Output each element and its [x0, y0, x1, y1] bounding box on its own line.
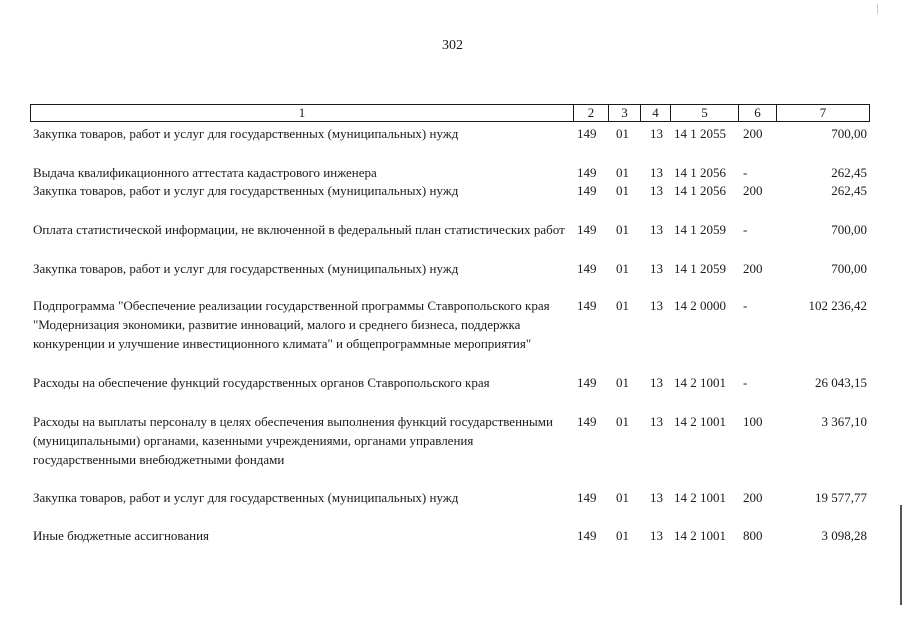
row-col-4: 13 [650, 490, 663, 505]
row-name: Закупка товаров, работ и услуг для государственных (муниципальных) нужд [33, 183, 459, 198]
header-col-7: 7 [819, 105, 827, 120]
row-col-6: 200 [743, 183, 763, 198]
row-col-3: 01 [616, 414, 629, 429]
row-col-5: 14 1 2056 [674, 183, 726, 198]
row-col-2: 149 [577, 165, 597, 180]
row-col-3: 01 [616, 183, 629, 198]
row-amount: 26 043,15 [815, 375, 867, 390]
header-col-2: 2 [574, 105, 609, 121]
row-col-4: 13 [650, 414, 663, 429]
row-col-3: 01 [616, 222, 629, 237]
header-col-6: 6 [739, 105, 777, 121]
row-amount: 262,45 [831, 165, 867, 180]
row-name: Закупка товаров, работ и услуг для государственных (муниципальных) нужд [33, 261, 459, 276]
row-col-5: 14 1 2059 [674, 261, 726, 276]
row-col-4: 13 [650, 298, 663, 313]
row-col-5: 14 1 2055 [674, 126, 726, 141]
row-name: Расходы на выплаты персоналу в целях обеспечения выполнения функций государственными (муниципальными) органами, казенными учреждениями, органами управления государственными внебюджетными фондами [33, 414, 553, 467]
row-col-4: 13 [650, 222, 663, 237]
header-col-5: 5 [671, 105, 739, 121]
row-col-6: - [743, 375, 748, 390]
row-col-6: - [743, 165, 748, 180]
row-col-3: 01 [616, 165, 629, 180]
row-col-3: 01 [616, 528, 629, 543]
row-name: Закупка товаров, работ и услуг для государственных (муниципальных) нужд [33, 126, 459, 141]
scan-edge-mark [900, 505, 902, 605]
row-col-6: - [743, 222, 748, 237]
row-amount: 700,00 [831, 261, 867, 276]
row-name: Закупка товаров, работ и услуг для государственных (муниципальных) нужд [33, 490, 459, 505]
row-col-5: 14 2 1001 [674, 414, 726, 429]
row-name: Выдача квалификационного аттестата кадастрового инженера [33, 165, 377, 180]
header-col-3: 3 [609, 105, 641, 121]
row-col-4: 13 [650, 165, 663, 180]
row-col-3: 01 [616, 126, 629, 141]
row-col-6: 200 [743, 490, 763, 505]
row-col-6: 200 [743, 126, 763, 141]
row-col-4: 13 [650, 375, 663, 390]
row-col-2: 149 [577, 261, 597, 276]
row-col-6: - [743, 298, 748, 313]
row-amount: 102 236,42 [808, 298, 867, 313]
row-col-2: 149 [577, 490, 597, 505]
row-amount: 700,00 [831, 126, 867, 141]
row-col-5: 14 2 1001 [674, 528, 726, 543]
row-col-2: 149 [577, 414, 597, 429]
row-amount: 3 098,28 [821, 528, 867, 543]
row-amount: 700,00 [831, 222, 867, 237]
row-col-5: 14 1 2056 [674, 165, 726, 180]
scan-mark [877, 4, 878, 14]
page-number: 302 [442, 38, 463, 53]
row-col-5: 14 2 0000 [674, 298, 726, 313]
row-col-3: 01 [616, 375, 629, 390]
row-amount: 19 577,77 [815, 490, 867, 505]
header-col-4: 4 [641, 105, 671, 121]
table-header [30, 104, 870, 122]
header-col-1: 1 [31, 105, 574, 121]
row-col-4: 13 [650, 183, 663, 198]
row-name: Иные бюджетные ассигнования [33, 528, 210, 543]
row-col-4: 13 [650, 528, 663, 543]
row-col-2: 149 [577, 126, 597, 141]
row-col-6: 800 [743, 528, 763, 543]
row-col-6: 200 [743, 261, 763, 276]
row-col-3: 01 [616, 261, 629, 276]
row-col-5: 14 2 1001 [674, 490, 726, 505]
row-col-3: 01 [616, 298, 629, 313]
row-name: Оплата статистической информации, не включенной в федеральный план статистических работ [33, 222, 565, 237]
row-name: Расходы на обеспечение функций государственных органов Ставропольского края [33, 375, 490, 390]
row-col-4: 13 [650, 126, 663, 141]
row-col-5: 14 1 2059 [674, 222, 726, 237]
row-col-2: 149 [577, 183, 597, 198]
row-col-2: 149 [577, 222, 597, 237]
row-col-2: 149 [577, 528, 597, 543]
row-col-4: 13 [650, 261, 663, 276]
row-col-3: 01 [616, 490, 629, 505]
row-col-2: 149 [577, 298, 597, 313]
row-amount: 262,45 [831, 183, 867, 198]
row-amount: 3 367,10 [821, 414, 867, 429]
row-col-2: 149 [577, 375, 597, 390]
row-col-5: 14 2 1001 [674, 375, 726, 390]
row-col-6: 100 [743, 414, 763, 429]
row-name: Подпрограмма "Обеспечение реализации государственной программы Ставропольского края "Модернизация экономики, развитие инноваций, малого и среднего бизнеса, поддержка конкуренции и улучшение инвестиционного климата" и общепрограммные мероприятия" [33, 298, 550, 351]
